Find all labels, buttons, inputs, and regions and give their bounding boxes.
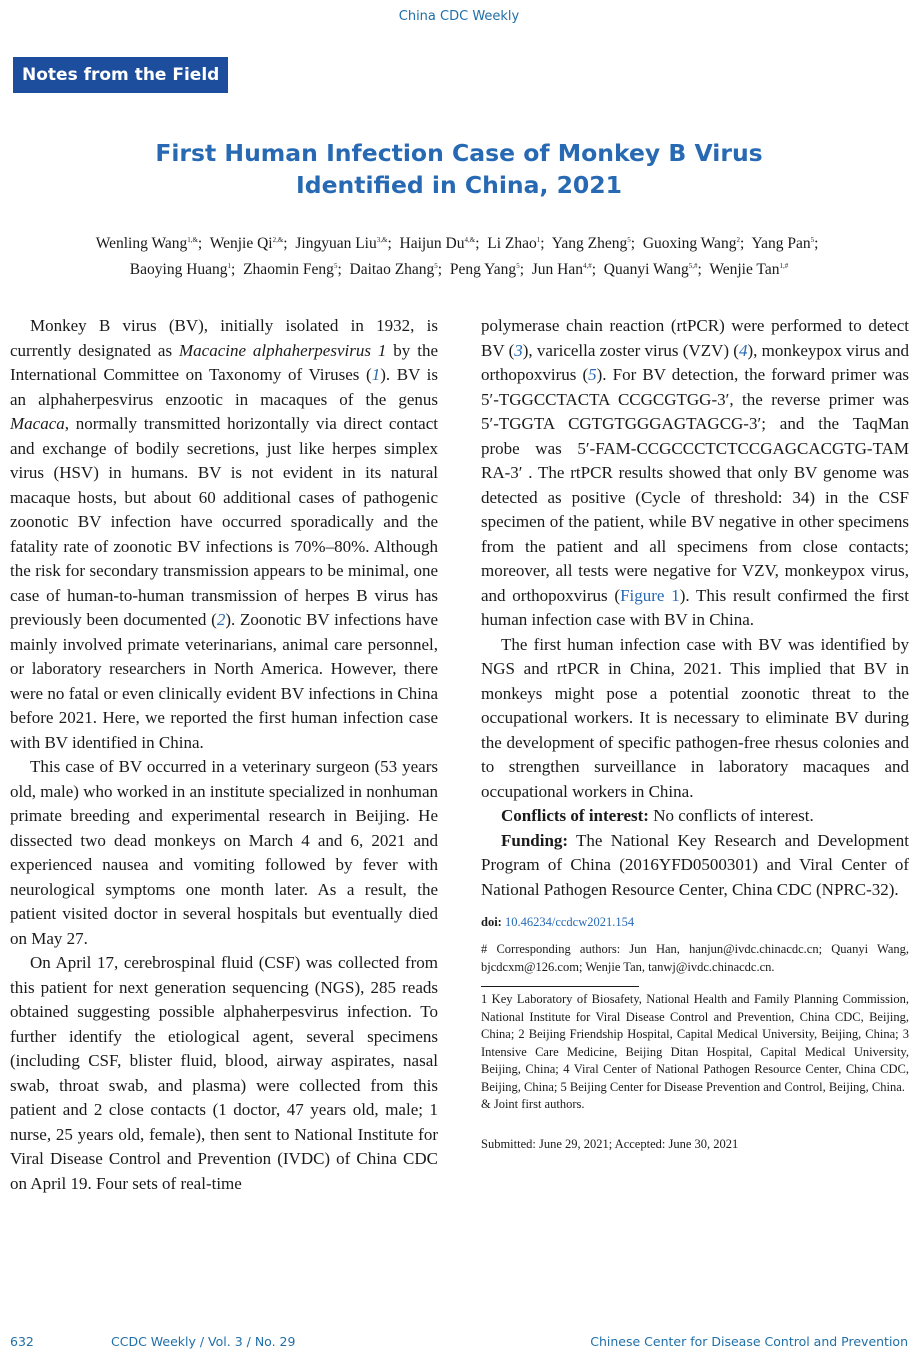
conflicts-statement: Conflicts of interest: No conflicts of interest. (501, 806, 814, 825)
author-name: Wenjie Tan$^{1,\#}$ (709, 261, 789, 279)
reference-link-1[interactable]: 1 (371, 365, 381, 384)
author-name: Wenjie $Qi^{2,\&}$ (209, 235, 284, 253)
submission-dates: Submitted: June 29, 2021; Accepted: June 30, 2021 (481, 1136, 739, 1151)
right-column (481, 314, 909, 1153)
footnote-divider (481, 986, 639, 987)
author-name: Daitao Zhang$^5$ (349, 261, 438, 279)
reference-link-4[interactable]: 4 (738, 340, 748, 360)
title-line-1: First Human Infection Case of Monkey B Virus (155, 139, 763, 167)
author-affiliation-marker: 4,# (582, 262, 592, 271)
page-number: 632 (10, 1334, 34, 1349)
doi-line: doi: 10.46234/ccdcw2021.154 (481, 915, 635, 929)
figure-1-link[interactable]: Figure 1 (620, 585, 680, 605)
journal-issue: CCDC Weekly / Vol. 3 / No. 29 (111, 1334, 296, 1349)
author-affiliation-marker: 5 (627, 236, 631, 244)
body-paragraph-3-continued: polymerase chain reaction (rtPCR) were performed to detect BV (3), varicella zoster virus (VZV) (4), monkeypox virus and orthopoxvirus (5). For BV detection, the forward primer was 5′-TGGCCTACTA CCGCGTGG-3′, the reverse primer was 5′-TGGTA CGTGTGGGAGTAGCG-3′; and the TaqMan probe was 5′-FAM-CCGCCCTCTCCGAGCACGTG-TAM RA-3′ . The rtPCR results showed that only BV genome was detected as positive (Cycle of threshold: 34) in the CSF specimen of the patient, while BV negative in other specimens from the patient and all specimens from close contacts; moreover, all tests were negative for VZV, monkeypox virus, and orthopoxvirus (Figure 1). This result confirmed the first human infection case with BV in China. (481, 316, 910, 629)
author-name: Wenling Wang$^{1,\&}$ (95, 235, 198, 253)
author-name: Zhaomin Feng$^5$ (243, 261, 338, 279)
author-name: Haijun $Du^{4,\&}$ (399, 235, 476, 253)
author-name: Yang Zheng$^5$ (551, 235, 631, 253)
reference-link-3[interactable]: 3 (514, 340, 523, 360)
species-name: Macacine alphaherpesvirus 1 (178, 340, 387, 360)
body-paragraph-4: The first human infection case with BV was identified by NGS and rtPCR in China, 2021. This implied that BV in monkeys might pose a potential zoonotic threat to the occupational workers. It is necessary to eliminate BV during the development of specific pathogen-free rhesus colonies and to strengthen surveillance in laboratory macaques and occupational workers in China. (481, 634, 909, 801)
author-name: Quanyi Wang$^{5,\#}$ (603, 261, 698, 279)
author-affiliation-marker: 5 (810, 236, 815, 244)
body-paragraph-1: Monkey B virus (BV), initially isolated in 1932, is currently designated as Macacine alphaherpesvirus 1 by the International Committee on Taxonomy of Viruses (1). BV is an alphaherpesvirus enzootic in macaques of the genus Macaca, normally transmitted horizontally via direct contact and exchange of bodily secretions, just like herpes simplex virus (HSV) in humans. BV is not evident in its natural macaque hosts, but about 60 additional cases of pathogenic zoonotic BV infection have occurred sporadically and the fatality rate of zoonotic BV infections is 70%–80%. Although the risk for secondary transmission appears to be minimal, one case of human-to-human transmission of herpes B virus has previously been documented (2). Zoonotic BV infections have mainly involved primate veterinarians, animal care personnel, or laboratory researchers in North America. However, there were no fatal or even clinically evident BV infections in China before 2021. Here, we reported the first human infection case with BV identified in China. (10, 316, 438, 752)
author-affiliation-marker: 5 (516, 262, 520, 271)
reference-link-5[interactable]: 5 (588, 365, 597, 384)
doi-link[interactable]: 10.46234/ccdcw2021.154 (501, 915, 635, 929)
author-name: Guoxing Wang$^2$ (642, 235, 740, 253)
affiliations-footnote: 1 Key Laboratory of Biosafety, National Health and Family Planning Commission, National Institute for Viral Disease Control and Prevention, China CDC, Beijing, China; 2 Beijing Friendship Hospital, Capital Medical University, Beijing, China; 3 Intensive Care Medicine, Beijing Ditan Hospital, Capital Medical University, Beijing, China; 4 Viral Center of National Pathogen Resource Center, China CDC, Beijing, China; 5 Beijing Center for Disease Prevention and Control, Beijing, China. (481, 992, 909, 1094)
author-affiliation-marker: 5 (333, 262, 338, 271)
author-affiliation-marker: 1,& (187, 236, 198, 244)
title-line-2: Identified in China, 2021 (296, 171, 622, 199)
section-tag: Notes from the Field (13, 57, 228, 93)
author-name: Jingyuan Liu$^{3,\&}$ (295, 235, 388, 253)
author-affiliation-marker: 4,& (464, 236, 476, 244)
joint-authors-note: & Joint first authors. (481, 1097, 585, 1111)
author-affiliation-marker: 2 (736, 236, 740, 244)
body-paragraph-3: On April 17, cerebrospinal fluid (CSF) was collected from this patient for next generation sequencing (NGS), 285 reads obtained suggesting possible alphaherpesvirus infection. To further identify the etiological agent, several specimens (including CSF, blister fluid, blood, airway aspirates, nasal swab, throat swab, and plasma) were collected from this patient and 2 close contacts (1 doctor, 47 years old, male; 1 nurse, 25 years old, female), then sent to National Institute for Viral Disease Control and Prevention (IVDC) of China CDC on April 19. Four sets of real-time (10, 953, 438, 1193)
reference-link-2[interactable]: 2 (216, 610, 226, 629)
author-name: Li Zhao$^1$ (487, 235, 541, 253)
journal-header: China CDC Weekly (398, 9, 520, 24)
author-affiliation-marker: 5 (434, 262, 438, 271)
author-affiliation-marker: 1,# (779, 262, 789, 271)
article-title (60, 137, 858, 201)
author-affiliation-marker: 5,# (688, 262, 698, 271)
corresponding-authors: # Corresponding authors: Jun Han, hanjun@ivdc.chinacdc.cn; Quanyi Wang, bjcdcxm@126.com; Wenjie Tan, tanwj@ivdc.chinacdc.cn. (481, 942, 909, 974)
author-name: Yang Pan$^5$ (751, 235, 815, 253)
genus-name: Macaca (10, 414, 65, 433)
body-paragraph-2: This case of BV occurred in a veterinary surgeon (53 years old, male) who worked in an institute specialized in nonhuman primate breeding and experimental research in Beijing. He dissected two dead monkeys on March 4 and 6, 2021 and experienced nausea and vomiting followed by fever with neurological symptoms one month later. As a result, the patient visited doctor in several hospitals but eventually died on May 27. (10, 757, 438, 948)
author-affiliation-marker: 1 (227, 262, 232, 271)
author-affiliation-marker: 2,& (272, 236, 284, 244)
left-column (10, 314, 438, 1196)
author-name: Baoying Huang$^1$ (129, 261, 232, 279)
author-name: Peng Yang$^5$ (449, 261, 520, 279)
author-affiliation-marker: 1 (536, 236, 541, 244)
publisher-name: Chinese Center for Disease Control and Prevention (590, 1334, 908, 1349)
author-name: Jun Han$^{4,\#}$ (531, 261, 592, 279)
author-list: Wenling Wang$^{1,\&}$; Wenjie $Qi^{2,\&}$; Jingyuan Liu$^{3,\&}$; Haijun $Du^{4,\&}$; Li Zhao$^1$; Yang Zheng$^5$; Guoxing Wang$^2$; Yang Pan$^5$; Baoying Huang$^1$; Zhaomin Feng$^5$; Daitao Zhang$^5$; Peng Yang$^5$; Jun Han$^{4,\#}$; Quanyi Wang$^{5,\#}$; Wenjie Tan$^{1,\#}$ (95, 235, 823, 279)
funding-statement: Funding: The National Key Research and Development Program of China (2016YFD0500301) and Viral Center of National Pathogen Resource Center, China CDC (NPRC-32). (481, 830, 909, 899)
author-affiliation-marker: 3,& (376, 236, 388, 244)
